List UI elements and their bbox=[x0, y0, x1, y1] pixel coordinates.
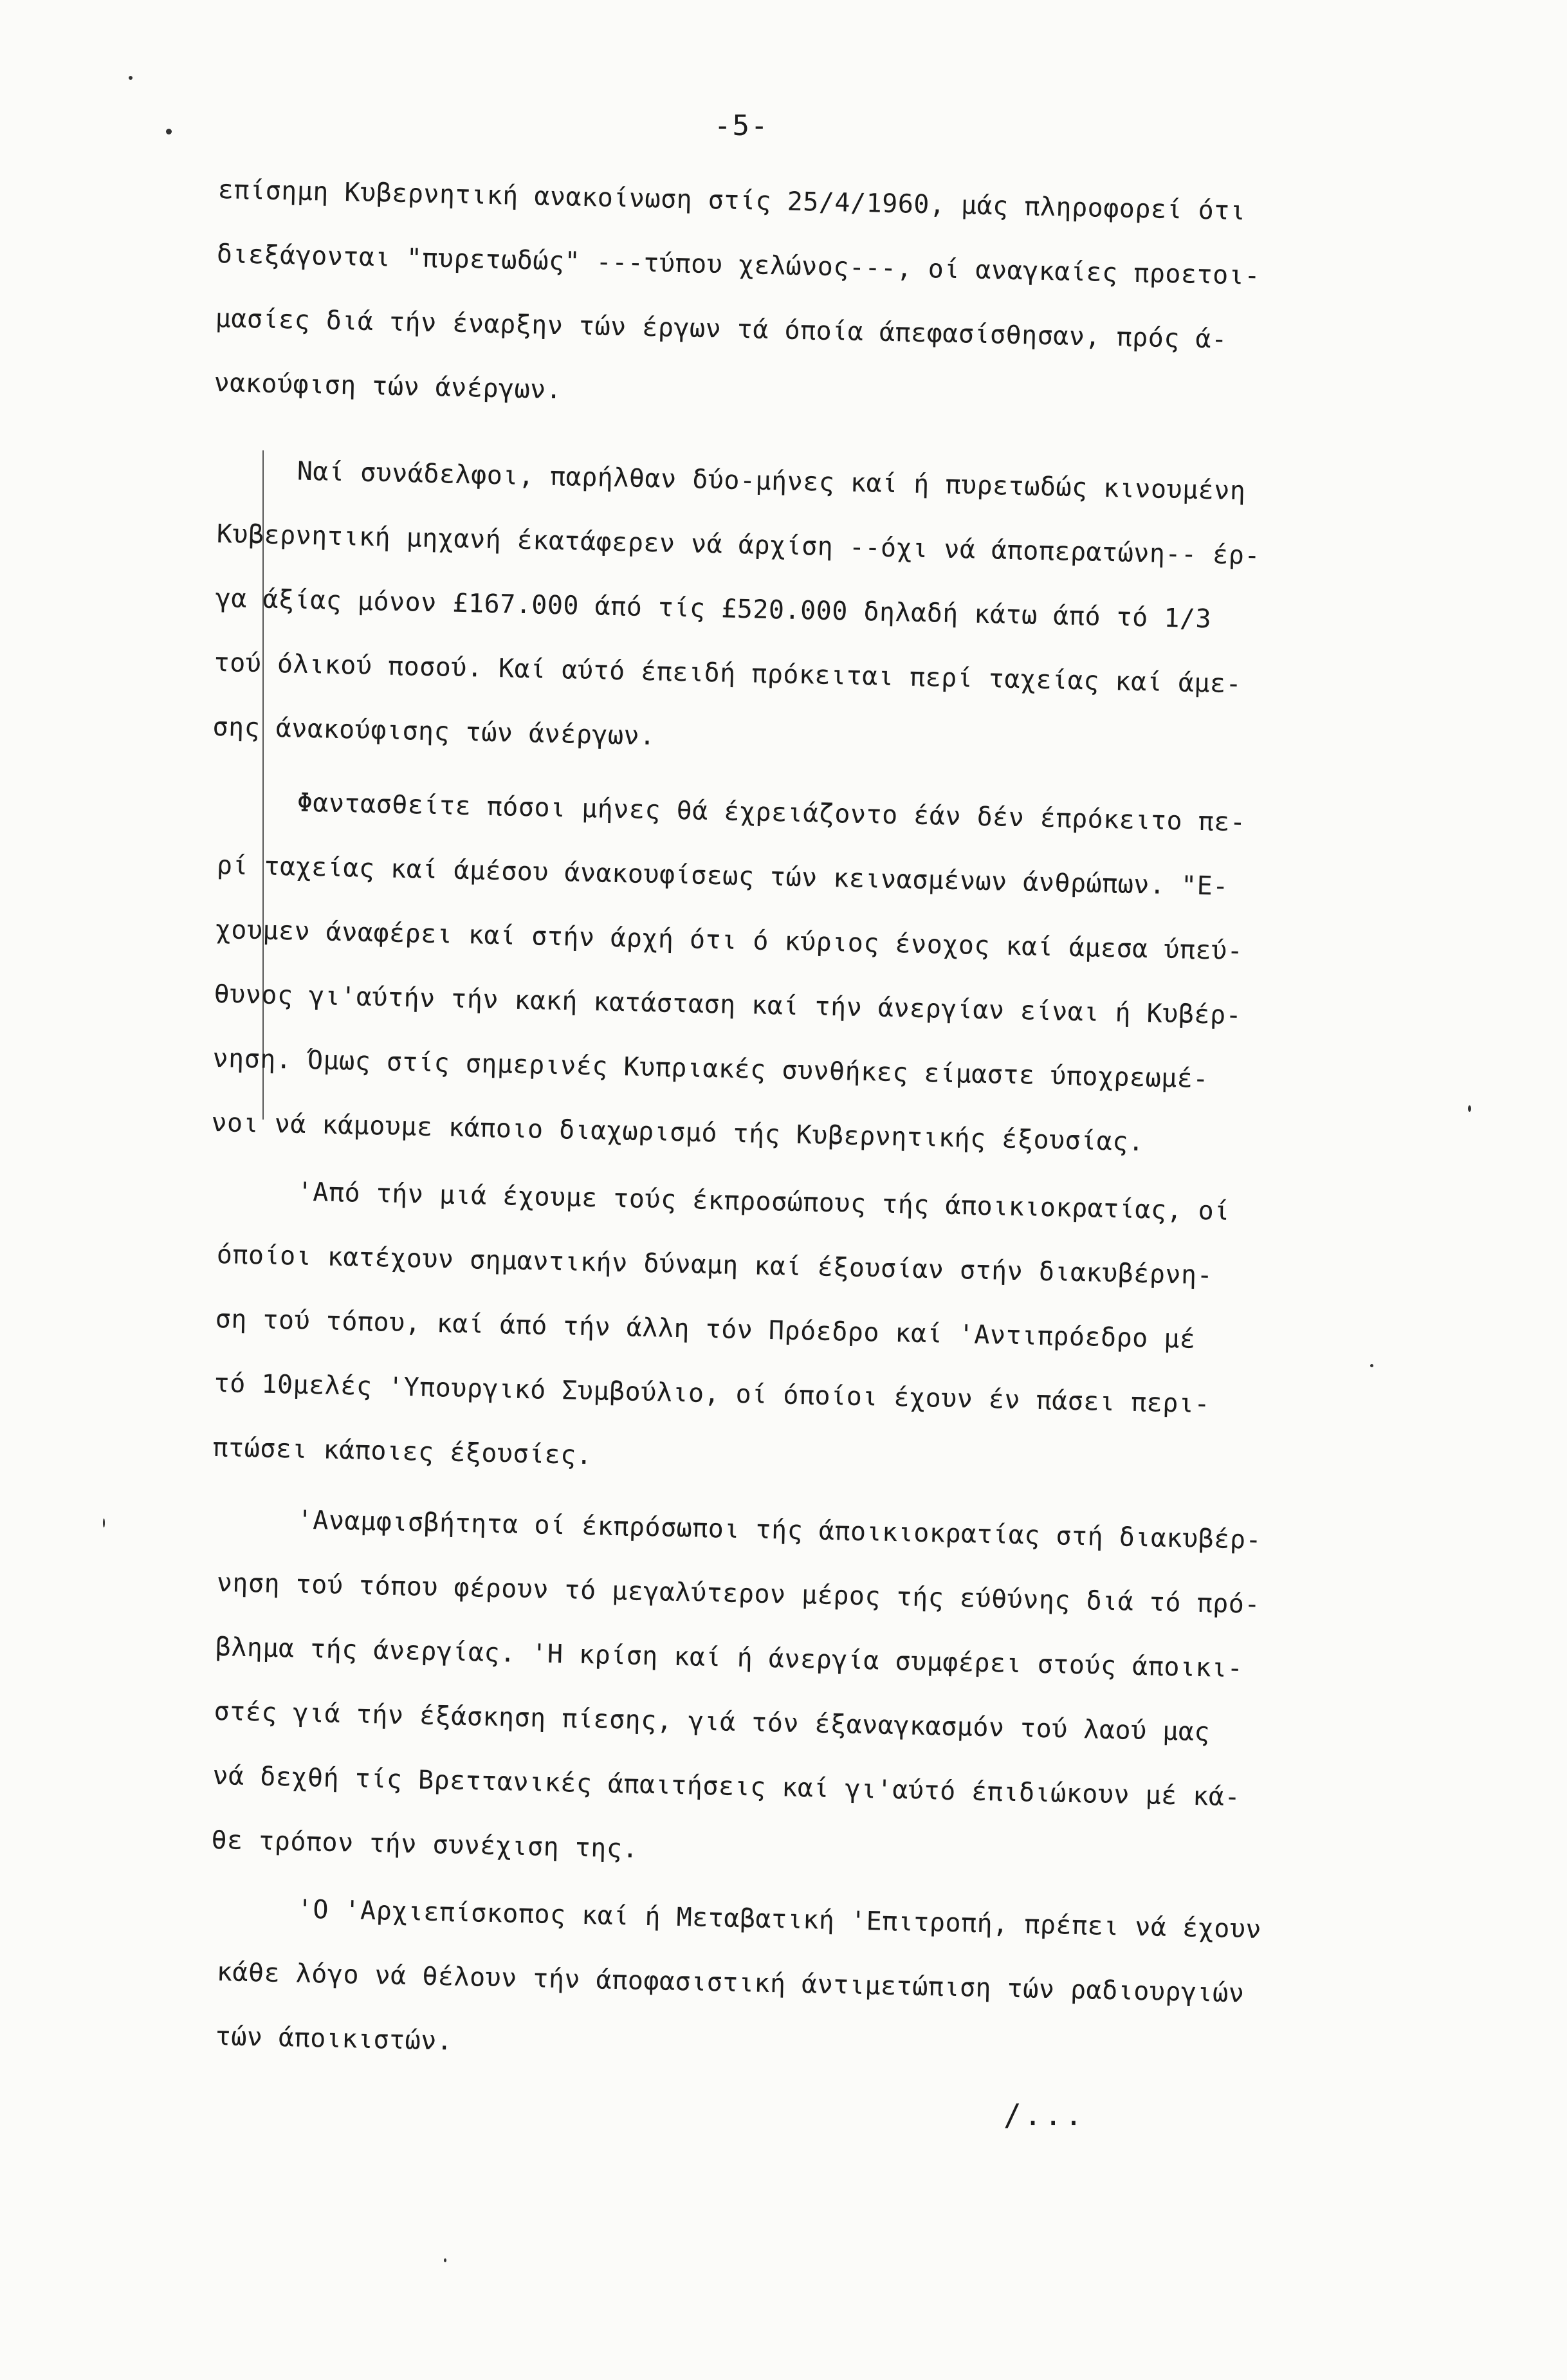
text-line: σης άνακούφισης τών άνέργων. bbox=[212, 712, 656, 752]
text-line: επίσημη Κυβερνητική ανακοίνωση στίς 25/4/1960, μάς πληροφορεί ότι bbox=[217, 174, 1246, 226]
text-line: Κυβερνητική μηχανή έκατάφερεν νά άρχίση --όχι νά άποπερατώνη-- έρ- bbox=[216, 519, 1261, 571]
page-number: -5- bbox=[714, 109, 769, 142]
text-line: νά δεχθή τίς Βρεττανικές άπαιτήσεις καί γι'αύτό έπιδιώκουν μέ κά- bbox=[212, 1760, 1241, 1813]
text-line: στές γιά τήν έξάσκηση πίεσης, γιά τόν έξαναγκασμόν τού λαού μας bbox=[214, 1696, 1211, 1748]
text-line: όποίοι κατέχουν σημαντικήν δύναμη καί έξουσίαν στήν διακυβέρνη- bbox=[216, 1239, 1213, 1291]
text-line: βλημα τής άνεργίας. 'Η κρίση καί ή άνεργία συμφέρει στούς άποικι- bbox=[215, 1632, 1243, 1684]
text-line: Ναί συνάδελφοι, παρήλθαν δύο-μήνες καί ή πυρετωδώς κινουμένη bbox=[217, 454, 1246, 506]
text-line: χουμεν άναφέρει καί στήν άρχή ότι ό κύριος ένοχος καί άμεσα ύπεύ- bbox=[215, 914, 1243, 966]
text-line: νοι νά κάμουμε κάποιο διαχωρισμό τής Κυβερνητικής έξουσίας. bbox=[211, 1107, 1144, 1158]
text-line: νηση τού τόπου φέρουν τό μεγαλύτερον μέρος τής εύθύνης διά τό πρό- bbox=[216, 1567, 1261, 1619]
paragraph-5 bbox=[210, 1486, 1350, 1896]
paragraph-6 bbox=[215, 1876, 1351, 2092]
text-line: θε τρόπον τήν συνέχιση της. bbox=[211, 1825, 639, 1864]
scan-speck bbox=[103, 1518, 105, 1527]
scan-speck bbox=[444, 2258, 446, 2262]
scan-speck bbox=[1468, 1105, 1471, 1112]
scan-speck bbox=[166, 129, 172, 134]
text-line: διεξάγονται "πυρετωδώς" ---τύπου χελώνος---, οί αναγκαίες προετοι- bbox=[216, 239, 1261, 291]
text-line: γα άξίας μόνον £167.000 άπό τίς £520.000 δηλαδή κάτω άπό τό 1/3 bbox=[215, 583, 1212, 634]
text-line: νακούφιση τών άνέργων. bbox=[214, 367, 562, 405]
paragraph-4 bbox=[212, 1158, 1351, 1504]
text-line: τών άποικιστών. bbox=[215, 2021, 453, 2056]
paragraph-1 bbox=[214, 158, 1351, 439]
text-line: τού όλικού ποσού. Καί αύτό έπειδή πρόκειται περί ταχείας καί άμε- bbox=[214, 647, 1242, 699]
text-line: πτώσει κάποιες έξουσίες. bbox=[212, 1432, 592, 1471]
text-line: κάθε λόγο νά θέλουν τήν άποφασιστική άντιμετώπιση τών ραδιουργιών bbox=[216, 1957, 1245, 2009]
text-line: 'Από τήν μιά έχουμε τούς έκπροσώπους τής άποικιοκρατίας, οί bbox=[217, 1175, 1231, 1226]
text-line: ση τού τόπου, καί άπό τήν άλλη τόν Πρόεδρο καί 'Αντιπρόεδρο μέ bbox=[215, 1304, 1196, 1354]
text-line: νηση. Όμως στίς σημερινές Κυπριακές συνθήκες είμαστε ύποχρεωμέ- bbox=[212, 1043, 1209, 1094]
paragraph-3 bbox=[210, 769, 1350, 1179]
text-line: Φαντασθείτε πόσοι μήνες θά έχρειάζοντο έάν δέν έπρόκειτο πε- bbox=[217, 786, 1246, 838]
text-line: ρί ταχείας καί άμέσου άνακουφίσεως τών κεινασμένων άνθρώπων. "Ε- bbox=[216, 850, 1229, 901]
text-line: θυνος γι'αύτήν τήν κακή κατάσταση καί τήν άνεργίαν είναι ή Κυβέρ- bbox=[214, 979, 1242, 1031]
scan-speck bbox=[129, 76, 133, 80]
scan-speck bbox=[1370, 1364, 1373, 1367]
text-line: μασίες διά τήν έναρξην τών έργων τά όποία άπεφασίσθησαν, πρός ά- bbox=[215, 303, 1228, 355]
text-line: τό 10μελές 'Υπουργικό Συμβούλιο, οί όποίοι έχουν έν πάσει περι- bbox=[214, 1368, 1211, 1419]
paragraph-2 bbox=[212, 438, 1351, 783]
text-line: 'Αναμφισβήτητα οί έκπρόσωποι τής άποικιοκρατίας στή διακυβέρ- bbox=[217, 1503, 1262, 1555]
text-line: 'Ο 'Αρχιεπίσκοπος καί ή Μεταβατική 'Επιτροπή, πρέπει νά έχουν bbox=[217, 1892, 1262, 1944]
continuation-mark: /... bbox=[1003, 2098, 1085, 2132]
